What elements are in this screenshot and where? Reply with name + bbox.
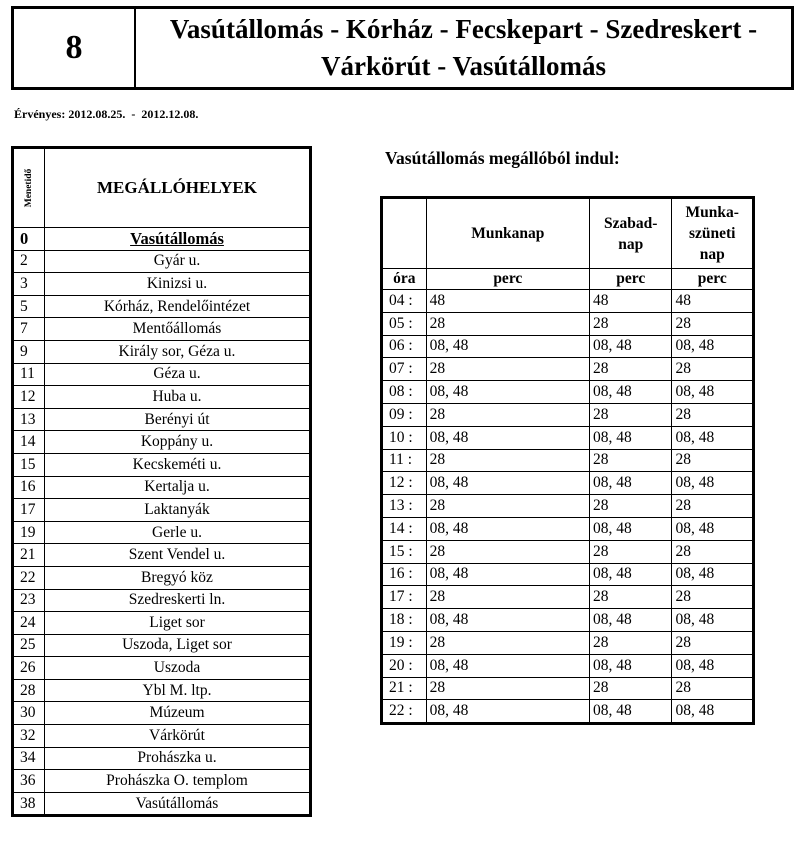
workday-minutes: 28 xyxy=(426,449,589,472)
departure-hour: 07 : xyxy=(382,358,427,381)
stop-row xyxy=(13,702,311,725)
stop-travel-time: 2 xyxy=(13,250,45,273)
departure-hour: 13 : xyxy=(382,495,427,518)
stop-name-cell xyxy=(45,453,311,476)
stop-name: Vasútállomás xyxy=(130,228,224,248)
departure-hour: 16 : xyxy=(382,563,427,586)
stop-travel-time: 25 xyxy=(13,634,45,657)
holiday-minutes: 28 xyxy=(672,586,754,609)
holiday-header-line-2: szüneti xyxy=(688,225,736,242)
stop-name-cell xyxy=(45,228,311,251)
stop-name-cell xyxy=(45,747,311,770)
workday-minutes: 08, 48 xyxy=(426,563,589,586)
units-row xyxy=(382,269,754,290)
departures-table xyxy=(380,196,755,725)
stop-name: Vasútállomás xyxy=(135,794,219,812)
stop-row xyxy=(13,273,311,296)
holiday-minutes: 28 xyxy=(672,631,754,654)
stop-travel-time: 15 xyxy=(13,453,45,476)
saturday-minutes: 08, 48 xyxy=(589,654,671,677)
stop-travel-time: 21 xyxy=(13,544,45,567)
validity-period: Érvényes: 2012.08.25. - 2012.12.08. xyxy=(14,107,199,121)
stop-travel-time: 19 xyxy=(13,521,45,544)
departure-hour: 12 : xyxy=(382,472,427,495)
stop-travel-time: 24 xyxy=(13,612,45,635)
departure-hour: 21 : xyxy=(382,677,427,700)
stop-name-cell xyxy=(45,566,311,589)
departure-row xyxy=(382,654,754,677)
saturday-minutes: 08, 48 xyxy=(589,335,671,358)
holiday-header-line-1: Munka- xyxy=(685,204,739,221)
workday-minutes: 08, 48 xyxy=(426,517,589,540)
stop-row xyxy=(13,521,311,544)
workday-minutes: 08, 48 xyxy=(426,381,589,404)
holiday-minutes: 28 xyxy=(672,495,754,518)
stop-travel-time: 5 xyxy=(13,295,45,318)
stop-row xyxy=(13,228,311,251)
stop-row xyxy=(13,770,311,793)
saturday-minutes: 28 xyxy=(589,631,671,654)
stop-row xyxy=(13,340,311,363)
stop-travel-time: 17 xyxy=(13,499,45,522)
route-name-line-2: Várkörút - Vasútállomás xyxy=(320,51,607,81)
workday-minutes: 08, 48 xyxy=(426,472,589,495)
stop-name-cell xyxy=(45,499,311,522)
saturday-minutes: 08, 48 xyxy=(589,609,671,632)
stop-name: Géza u. xyxy=(153,365,201,383)
saturday-minutes: 28 xyxy=(589,358,671,381)
saturday-minutes: 28 xyxy=(589,586,671,609)
saturday-header-line-2: nap xyxy=(618,235,644,253)
saturday-minutes: 28 xyxy=(589,540,671,563)
holiday-minutes: 08, 48 xyxy=(672,381,754,404)
stop-name-cell xyxy=(45,589,311,612)
stop-name: Koppány u. xyxy=(140,433,214,451)
departure-hour: 11 : xyxy=(382,449,427,472)
departure-row xyxy=(382,449,754,472)
saturday-header-line-1: Szabad- xyxy=(604,214,658,232)
holiday-minutes: 08, 48 xyxy=(672,700,754,724)
holiday-minutes: 08, 48 xyxy=(672,472,754,495)
stop-name: Uszoda, Liget sor xyxy=(122,636,232,654)
departure-row xyxy=(382,586,754,609)
stop-name-cell xyxy=(45,386,311,409)
departures-header-row xyxy=(382,198,754,269)
departure-hour: 09 : xyxy=(382,403,427,426)
stop-row xyxy=(13,250,311,273)
stop-name: Prohászka O. templom xyxy=(106,772,248,790)
holiday-minutes: 28 xyxy=(672,358,754,381)
stop-name-cell xyxy=(45,725,311,748)
stop-name: Liget sor xyxy=(149,613,205,631)
stop-row xyxy=(13,566,311,589)
workday-minutes: 28 xyxy=(426,540,589,563)
holiday-header xyxy=(672,198,754,269)
saturday-header xyxy=(589,198,671,269)
stop-row xyxy=(13,679,311,702)
stop-row xyxy=(13,295,311,318)
holiday-minutes: 28 xyxy=(672,677,754,700)
stop-name: Ybl M. ltp. xyxy=(142,681,212,699)
workday-minutes: 08, 48 xyxy=(426,700,589,724)
stop-name: Kinizsi u. xyxy=(146,274,208,292)
holiday-header-line-3: nap xyxy=(699,246,725,263)
stop-travel-time: 28 xyxy=(13,679,45,702)
departure-hour: 18 : xyxy=(382,609,427,632)
stop-name-cell xyxy=(45,612,311,635)
stop-name: Mentőállomás xyxy=(132,320,222,338)
departure-hour: 06 : xyxy=(382,335,427,358)
stops-header: MEGÁLLÓHELYEK xyxy=(45,148,311,228)
holiday-minutes: 08, 48 xyxy=(672,517,754,540)
workday-minutes: 48 xyxy=(426,290,589,313)
departure-row xyxy=(382,426,754,449)
departure-hour: 15 : xyxy=(382,540,427,563)
departure-hour: 14 : xyxy=(382,517,427,540)
departure-hour: 10 : xyxy=(382,426,427,449)
stop-name: Berényi út xyxy=(144,410,210,428)
departures-table-body xyxy=(382,290,754,724)
stop-row xyxy=(13,612,311,635)
stop-travel-time: 38 xyxy=(13,792,45,816)
stop-name-cell xyxy=(45,770,311,793)
workday-minutes: 08, 48 xyxy=(426,654,589,677)
stop-name-cell xyxy=(45,431,311,454)
departure-hour: 20 : xyxy=(382,654,427,677)
stop-name: Kecskeméti u. xyxy=(132,455,222,473)
stop-travel-time: 26 xyxy=(13,657,45,680)
stop-name-cell xyxy=(45,634,311,657)
departure-row xyxy=(382,335,754,358)
departure-row xyxy=(382,495,754,518)
stop-travel-time: 36 xyxy=(13,770,45,793)
workday-minutes: 28 xyxy=(426,631,589,654)
saturday-minutes: 48 xyxy=(589,290,671,313)
stop-travel-time: 30 xyxy=(13,702,45,725)
holiday-minutes: 28 xyxy=(672,403,754,426)
stop-name: Király sor, Géza u. xyxy=(118,342,236,360)
holiday-minutes: 08, 48 xyxy=(672,563,754,586)
workday-minutes: 28 xyxy=(426,586,589,609)
holiday-minutes: 08, 48 xyxy=(672,426,754,449)
saturday-minutes: 28 xyxy=(589,677,671,700)
departure-row xyxy=(382,563,754,586)
stop-row xyxy=(13,476,311,499)
stop-row xyxy=(13,431,311,454)
stop-name-cell xyxy=(45,702,311,725)
unit-hour: óra xyxy=(382,269,427,290)
workday-minutes: 28 xyxy=(426,358,589,381)
stop-travel-time: 14 xyxy=(13,431,45,454)
stop-name: Kertalja u. xyxy=(144,478,210,496)
stop-travel-time: 22 xyxy=(13,566,45,589)
stop-travel-time: 3 xyxy=(13,273,45,296)
stop-row xyxy=(13,634,311,657)
stop-row xyxy=(13,544,311,567)
saturday-minutes: 28 xyxy=(589,449,671,472)
workday-minutes: 08, 48 xyxy=(426,335,589,358)
holiday-minutes: 08, 48 xyxy=(672,654,754,677)
stop-name-cell xyxy=(45,679,311,702)
stop-name-cell xyxy=(45,657,311,680)
stop-row xyxy=(13,408,311,431)
stops-table-header xyxy=(13,148,311,228)
saturday-minutes: 28 xyxy=(589,312,671,335)
departure-hour: 17 : xyxy=(382,586,427,609)
departure-row xyxy=(382,312,754,335)
saturday-minutes: 28 xyxy=(589,403,671,426)
workday-minutes: 28 xyxy=(426,403,589,426)
saturday-minutes: 28 xyxy=(589,495,671,518)
stop-name-cell xyxy=(45,250,311,273)
saturday-minutes: 08, 48 xyxy=(589,472,671,495)
workday-minutes: 28 xyxy=(426,677,589,700)
departure-row xyxy=(382,700,754,724)
departure-row xyxy=(382,609,754,632)
stop-name: Bregyó köz xyxy=(141,568,213,586)
stop-row xyxy=(13,386,311,409)
stop-travel-time: 12 xyxy=(13,386,45,409)
travel-time-header-label: Menetidő xyxy=(24,168,34,208)
workday-minutes: 28 xyxy=(426,495,589,518)
stop-name-cell xyxy=(45,340,311,363)
stop-name: Szent Vendel u. xyxy=(128,546,226,564)
stop-travel-time: 34 xyxy=(13,747,45,770)
stop-travel-time: 11 xyxy=(13,363,45,386)
stop-travel-time: 32 xyxy=(13,725,45,748)
holiday-minutes: 08, 48 xyxy=(672,335,754,358)
stop-name: Huba u. xyxy=(152,387,202,405)
workday-minutes: 08, 48 xyxy=(426,426,589,449)
stop-travel-time: 23 xyxy=(13,589,45,612)
unit-minute-workday: perc xyxy=(426,269,589,290)
stop-name-cell xyxy=(45,408,311,431)
stop-row xyxy=(13,657,311,680)
departure-row xyxy=(382,517,754,540)
saturday-minutes: 08, 48 xyxy=(589,563,671,586)
travel-time-header xyxy=(13,148,45,228)
stop-name-cell xyxy=(45,318,311,341)
stop-name-cell xyxy=(45,544,311,567)
workday-header: Munkanap xyxy=(426,198,589,269)
stop-row xyxy=(13,363,311,386)
stop-row xyxy=(13,747,311,770)
stop-name: Kórház, Rendelőintézet xyxy=(103,297,251,315)
stop-row xyxy=(13,453,311,476)
hour-header-blank xyxy=(382,198,427,269)
route-header xyxy=(11,6,794,90)
workday-minutes: 28 xyxy=(426,312,589,335)
stop-row xyxy=(13,499,311,522)
stop-name-cell xyxy=(45,273,311,296)
holiday-minutes: 48 xyxy=(672,290,754,313)
stop-travel-time: 7 xyxy=(13,318,45,341)
unit-minute-holiday: perc xyxy=(672,269,754,290)
route-name xyxy=(136,9,791,87)
departure-hour: 19 : xyxy=(382,631,427,654)
stop-name: Várkörút xyxy=(149,726,205,744)
stop-name-cell xyxy=(45,363,311,386)
stop-name: Gerle u. xyxy=(152,523,202,541)
stop-name: Prohászka u. xyxy=(137,749,217,767)
departure-hour: 08 : xyxy=(382,381,427,404)
departure-hour: 22 : xyxy=(382,700,427,724)
holiday-minutes: 28 xyxy=(672,540,754,563)
departure-row xyxy=(382,381,754,404)
stop-row xyxy=(13,725,311,748)
saturday-minutes: 08, 48 xyxy=(589,517,671,540)
stop-travel-time: 16 xyxy=(13,476,45,499)
holiday-minutes: 28 xyxy=(672,312,754,335)
departure-row xyxy=(382,290,754,313)
stop-name-cell xyxy=(45,476,311,499)
departure-row xyxy=(382,403,754,426)
workday-minutes: 08, 48 xyxy=(426,609,589,632)
stop-name-cell xyxy=(45,295,311,318)
stop-name: Múzeum xyxy=(149,704,205,722)
saturday-minutes: 08, 48 xyxy=(589,426,671,449)
departure-row xyxy=(382,631,754,654)
stop-row xyxy=(13,589,311,612)
stop-row xyxy=(13,792,311,816)
holiday-minutes: 28 xyxy=(672,449,754,472)
holiday-minutes: 08, 48 xyxy=(672,609,754,632)
stop-name-cell xyxy=(45,521,311,544)
unit-minute-saturday: perc xyxy=(589,269,671,290)
stop-travel-time: 13 xyxy=(13,408,45,431)
saturday-minutes: 08, 48 xyxy=(589,700,671,724)
stops-table-body xyxy=(13,228,311,816)
departure-row xyxy=(382,540,754,563)
stop-name: Laktanyák xyxy=(144,500,210,518)
stop-row xyxy=(13,318,311,341)
departure-row xyxy=(382,472,754,495)
stop-name: Szedreskerti ln. xyxy=(128,591,226,609)
stops-table xyxy=(11,146,312,817)
route-name-line-1: Vasútállomás - Kórház - Fecskepart - Szedreskert - xyxy=(169,14,758,44)
departure-row xyxy=(382,677,754,700)
stop-name: Gyár u. xyxy=(153,252,201,270)
departure-row xyxy=(382,358,754,381)
departures-title: Vasútállomás megállóból indul: xyxy=(385,148,620,168)
route-number: 8 xyxy=(14,9,136,87)
stop-name: Uszoda xyxy=(153,659,201,677)
saturday-minutes: 08, 48 xyxy=(589,381,671,404)
stop-travel-time: 0 xyxy=(13,228,45,251)
departure-hour: 04 : xyxy=(382,290,427,313)
stop-name-cell xyxy=(45,792,311,816)
stop-travel-time: 9 xyxy=(13,340,45,363)
departure-hour: 05 : xyxy=(382,312,427,335)
